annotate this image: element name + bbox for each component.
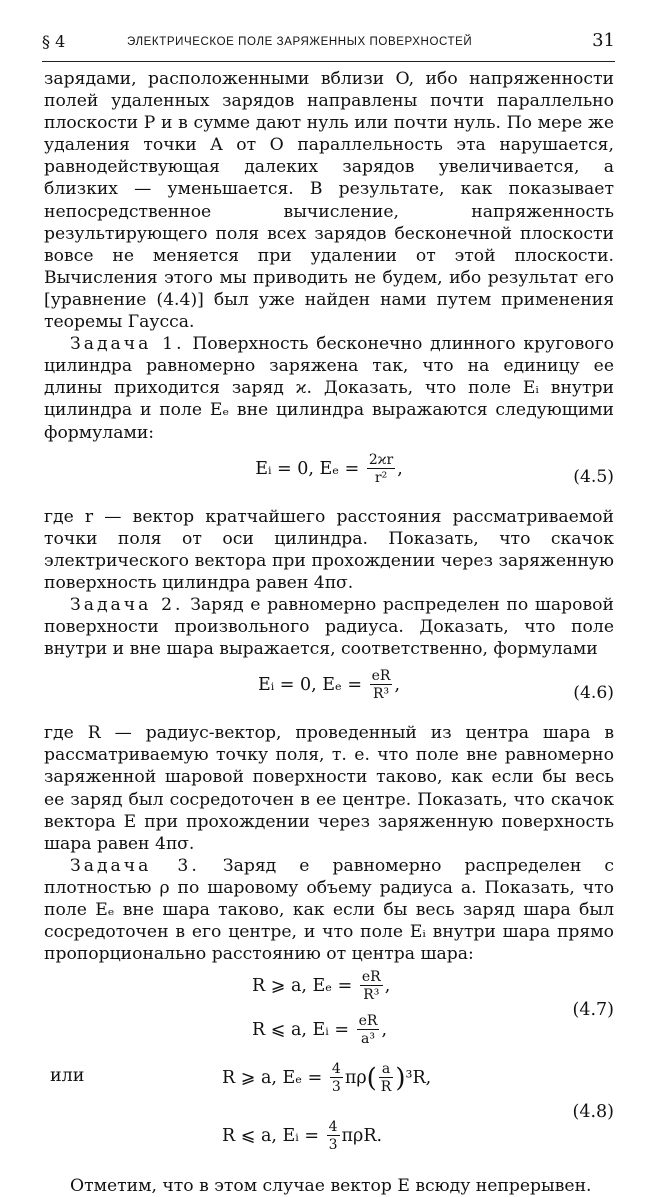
eq-4-7-line1 [252,969,390,1004]
task-1-statement [44,333,614,443]
eq-4-5-denominator: r² [374,469,388,486]
eq-4-7-l1-left: R ⩾ a, Eₑ = [252,976,353,997]
task-3-label: Задача 3. [70,855,200,876]
page-header [42,30,615,56]
eq-4-7-l1-fraction [360,969,383,1004]
task-2-after: где R — радиус-вектор, проведенный из центра шара в рассматриваемую точку поля, т. е. что поле вне равномерно заряженной шаровой поверхности таково, как если бы весь ее заряд был сосредоточен в ее центре. Показать, что скачок вектора E при прохождении через заряженную поверхность шара равен 4πσ. [44,723,614,854]
eq-4-7-l2-denominator: a³ [361,1031,376,1048]
eq-4-7-l1-denominator: R³ [363,987,380,1004]
eq-4-5-numerator: 2ϰr [368,451,394,468]
section-mark: § 4 [42,32,66,51]
eq-4-8-label: (4.8) [572,1102,614,1123]
equation-4-8 [44,1057,614,1175]
paragraph-continuation: зарядами, расположенными вблизи O, ибо напряженности полей удаленных зарядов направлены почти параллельно плоскости P и в сумме дают нуль или почти нуль. По мере же удаления точки A от O параллельность эта нарушается, равнодействующая далеких зарядов увеличивается, а близких — уменьшается. В результате, как показывает непосредственное вычисление, напряженность результирующего поля всех зарядов бесконечной плоскости вовсе не меняется при удалении от этой плоскости. Вычисления этого мы приводить не будем, ибо результат его [уравнение (4.4)] был уже найден нами путем применения теоремы Гаусса. [44,69,614,333]
header-rule [42,61,615,62]
eq-4-8-open-paren: ( [366,1063,377,1094]
task-1-label: Задача 1. [70,334,185,355]
eq-4-7-l2-fraction [357,1013,380,1048]
eq-4-7-l2-tail: , [381,1020,388,1041]
page-body [44,68,614,1197]
eq-4-8-l4-left: R ⩽ a, Eᵢ = [222,1126,320,1147]
eq-4-5-label: (4.5) [573,466,614,487]
final-remark: Отметим, что в этом случае вектор E всюду непрерывен. [70,1176,592,1197]
eq-4-5-fraction [367,452,395,487]
page-number: 31 [592,30,615,51]
eq-4-7-l2-numerator: eR [358,1013,378,1030]
eq-4-8-l4-frac-den: 3 [328,1137,338,1154]
eq-4-8-l4-tail: πρR. [341,1126,383,1147]
eq-4-8-l3-frac1-den: 3 [331,1079,341,1096]
eq-4-8-l3-tail: ³R, [405,1068,432,1089]
running-title: ЭЛЕКТРИЧЕСКОЕ ПОЛЕ ЗАРЯЖЕННЫХ ПОВЕРХНОСТЕЙ [127,36,473,48]
equation-4-7 [44,965,614,1057]
eq-4-8-close-paren: ) [395,1063,406,1094]
eq-4-6-tail: , [394,675,401,696]
task-2-label: Задача 2. [70,594,184,615]
task-3-statement [44,855,614,965]
eq-4-8-line2 [222,1119,382,1154]
eq-4-8-l3-frac1 [330,1061,343,1096]
eq-4-8-l4-frac-num: 4 [328,1119,338,1136]
eq-4-7-line2 [252,1013,387,1048]
equation-4-5 [44,444,614,506]
eq-4-5-left: Eᵢ = 0, Eₑ = [255,458,360,479]
eq-4-6-denominator: R³ [372,686,390,703]
eq-4-7-label: (4.7) [572,1000,614,1021]
task-1-after: где r — вектор кратчайшего расстояния рассматриваемой точки поля от оси цилиндра. Показать, что скачок электрического вектора при прохождении через заряженную поверхность цилиндра равен 4πσ. [44,506,614,593]
eq-4-6-fraction [370,668,393,703]
task-3-text: Заряд e равномерно распределен с плотностью ρ по шаровому объему радиуса a. Показать, что поле Eₑ вне шара таково, как если бы весь заряд шара был сосредоточен в его центре, и что поле Eᵢ внутри шара прямо пропорционально расстоянию от центра шара: [44,855,615,965]
eq-4-8-l3-frac1-num: 4 [331,1061,341,1078]
eq-4-6-numerator: eR [371,668,391,685]
eq-4-7-l2-left: R ⩽ a, Eᵢ = [252,1020,350,1041]
eq-4-8-l4-frac [327,1119,340,1154]
eq-4-6-label: (4.6) [573,683,614,704]
eq-4-8-line1 [222,1061,431,1096]
task-2-text: Заряд e равномерно распределен по шаровой поверхности произвольного радиуса. Доказать, что поле внутри и вне шара выражается, соответственно, формулами [44,594,614,660]
eq-4-8-l3-frac2-num: a [379,1061,394,1078]
equation-4-6 [44,660,614,722]
eq-4-8-l3-frac2 [379,1061,394,1096]
eq-4-7-l1-tail: , [384,976,391,997]
or-word: или [50,1066,85,1087]
eq-4-8-l3-mid: πρ [344,1068,367,1089]
eq-4-5-tail: , [397,458,403,479]
eq-4-8-l3-left: R ⩾ a, Eₑ = [222,1068,323,1089]
eq-4-8-l3-frac2-den: R [380,1079,392,1096]
task-1-text: Поверхность бесконечно длинного кругового цилиндра равномерно заряжена так, что на единицу ее длины приходится заряд ϰ. Доказать, что поле Eᵢ внутри цилиндра и поле Eₑ вне цилиндра выражаются следующими формулами: [44,334,615,443]
eq-4-6-left: Eᵢ = 0, Eₑ = [257,675,363,696]
task-2-statement [44,594,614,660]
eq-4-7-l1-numerator: eR [361,969,381,986]
